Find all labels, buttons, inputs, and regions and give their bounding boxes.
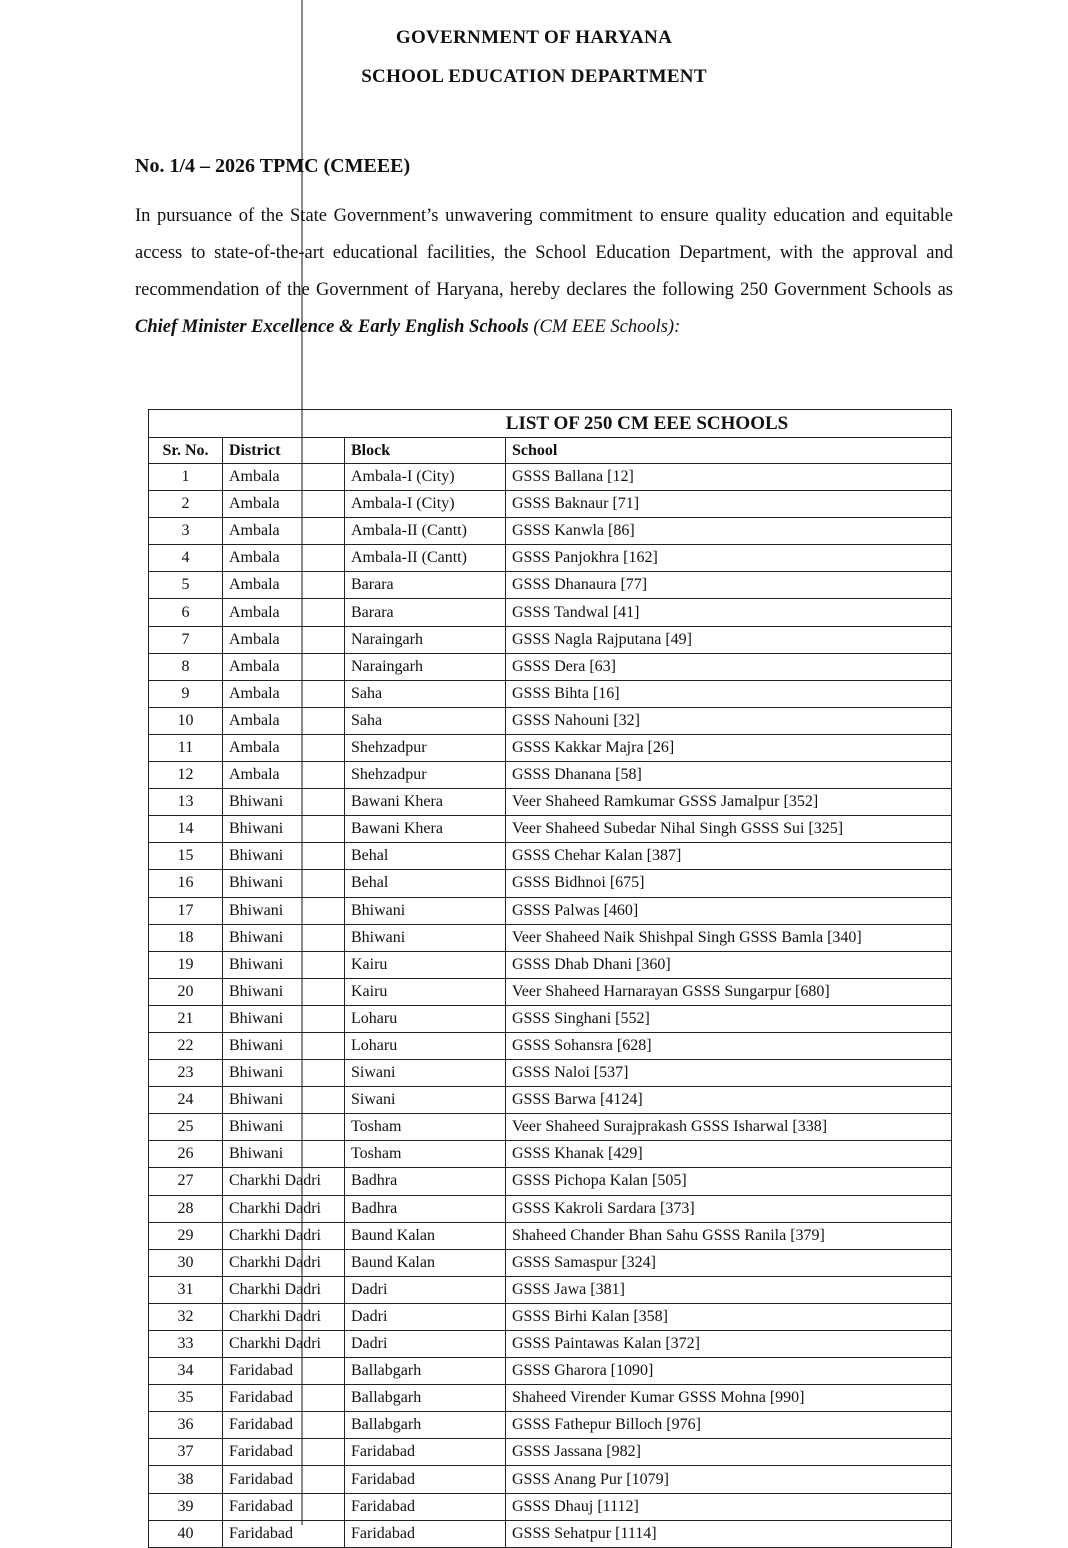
cell-block: Faridabad [345, 1466, 506, 1493]
cell-block: Tosham [345, 1141, 506, 1168]
cell-block: Kairu [345, 978, 506, 1005]
cell-school: GSSS Kakroli Sardara [373] [506, 1195, 952, 1222]
table-row [149, 870, 952, 897]
cell-school: GSSS Palwas [460] [506, 897, 952, 924]
cell-sr-no: 36 [149, 1412, 223, 1439]
cell-district: Charkhi Dadri [223, 1222, 345, 1249]
table-row [149, 1114, 952, 1141]
cell-district: Charkhi Dadri [223, 1303, 345, 1330]
cell-district: Ambala [223, 626, 345, 653]
cell-sr-no: 21 [149, 1005, 223, 1032]
cell-district: Ambala [223, 707, 345, 734]
cell-district: Bhiwani [223, 1060, 345, 1087]
table-row [149, 843, 952, 870]
cell-school: GSSS Khanak [429] [506, 1141, 952, 1168]
cell-sr-no: 6 [149, 599, 223, 626]
cell-block: Ballabgarh [345, 1358, 506, 1385]
intro-text-after: (CM EEE Schools): [528, 317, 681, 337]
cell-sr-no: 40 [149, 1520, 223, 1547]
cell-sr-no: 25 [149, 1114, 223, 1141]
cell-school: GSSS Nagla Rajputana [49] [506, 626, 952, 653]
cell-school: GSSS Birhi Kalan [358] [506, 1303, 952, 1330]
cell-school: GSSS Jassana [982] [506, 1439, 952, 1466]
cell-sr-no: 19 [149, 951, 223, 978]
table-row [149, 789, 952, 816]
cell-sr-no: 12 [149, 762, 223, 789]
cell-block: Siwani [345, 1087, 506, 1114]
cell-block: Dadri [345, 1331, 506, 1358]
cell-sr-no: 22 [149, 1032, 223, 1059]
cell-block: Bawani Khera [345, 816, 506, 843]
cell-block: Ambala-II (Cantt) [345, 545, 506, 572]
column-header-district: District [223, 438, 345, 464]
cell-block: Faridabad [345, 1520, 506, 1547]
table-row [149, 1331, 952, 1358]
table-row [149, 1060, 952, 1087]
cell-school: GSSS Dera [63] [506, 653, 952, 680]
cell-district: Bhiwani [223, 816, 345, 843]
cell-block: Naraingarh [345, 626, 506, 653]
cell-school: GSSS Anang Pur [1079] [506, 1466, 952, 1493]
table-row [149, 1222, 952, 1249]
cell-school: GSSS Bihta [16] [506, 680, 952, 707]
cell-school: GSSS Tandwal [41] [506, 599, 952, 626]
table-row [149, 1005, 952, 1032]
table-body [149, 464, 952, 1548]
cell-block: Naraingarh [345, 653, 506, 680]
cell-block: Bawani Khera [345, 789, 506, 816]
cell-sr-no: 1 [149, 464, 223, 491]
cell-sr-no: 18 [149, 924, 223, 951]
table-row [149, 924, 952, 951]
cell-block: Ambala-II (Cantt) [345, 518, 506, 545]
table-row [149, 572, 952, 599]
cell-school: GSSS Sohansra [628] [506, 1032, 952, 1059]
table-row [149, 1032, 952, 1059]
cell-block: Barara [345, 599, 506, 626]
cell-block: Ballabgarh [345, 1385, 506, 1412]
cell-school: Veer Shaheed Surajprakash GSSS Isharwal [338] [506, 1114, 952, 1141]
cell-block: Bhiwani [345, 897, 506, 924]
cell-school: GSSS Ballana [12] [506, 464, 952, 491]
table-row [149, 1168, 952, 1195]
cell-school: GSSS Nahouni [32] [506, 707, 952, 734]
cell-district: Charkhi Dadri [223, 1276, 345, 1303]
table-row [149, 1141, 952, 1168]
cell-sr-no: 4 [149, 545, 223, 572]
table-row [149, 978, 952, 1005]
table-row [149, 518, 952, 545]
cell-block: Badhra [345, 1168, 506, 1195]
cell-sr-no: 13 [149, 789, 223, 816]
cell-block: Behal [345, 870, 506, 897]
schools-table [148, 409, 952, 1548]
cell-school: GSSS Pichopa Kalan [505] [506, 1168, 952, 1195]
table-row [149, 1358, 952, 1385]
cell-district: Faridabad [223, 1493, 345, 1520]
cell-school: GSSS Kakkar Majra [26] [506, 734, 952, 761]
intro-paragraph [135, 198, 953, 346]
cell-district: Bhiwani [223, 978, 345, 1005]
cell-school: GSSS Kanwla [86] [506, 518, 952, 545]
table-row [149, 599, 952, 626]
cell-sr-no: 9 [149, 680, 223, 707]
cell-district: Faridabad [223, 1358, 345, 1385]
table-row [149, 762, 952, 789]
table-row [149, 1412, 952, 1439]
cell-school: Veer Shaheed Ramkumar GSSS Jamalpur [352] [506, 789, 952, 816]
cell-district: Charkhi Dadri [223, 1195, 345, 1222]
cell-district: Ambala [223, 491, 345, 518]
cell-school: GSSS Dhanaura [77] [506, 572, 952, 599]
cell-sr-no: 11 [149, 734, 223, 761]
cell-sr-no: 14 [149, 816, 223, 843]
cell-sr-no: 24 [149, 1087, 223, 1114]
cell-sr-no: 5 [149, 572, 223, 599]
cell-sr-no: 2 [149, 491, 223, 518]
cell-block: Loharu [345, 1005, 506, 1032]
table-row [149, 1303, 952, 1330]
cell-district: Bhiwani [223, 951, 345, 978]
cell-sr-no: 8 [149, 653, 223, 680]
cell-district: Bhiwani [223, 897, 345, 924]
cell-block: Faridabad [345, 1439, 506, 1466]
cell-district: Ambala [223, 762, 345, 789]
cell-block: Dadri [345, 1303, 506, 1330]
cell-school: GSSS Naloi [537] [506, 1060, 952, 1087]
table-row [149, 1087, 952, 1114]
cell-sr-no: 35 [149, 1385, 223, 1412]
cell-district: Bhiwani [223, 789, 345, 816]
table-row [149, 1276, 952, 1303]
reference-number: No. 1/4 – 2026 TPMC (CMEEE) [135, 155, 411, 177]
table-row [149, 707, 952, 734]
table-row [149, 1195, 952, 1222]
cell-sr-no: 32 [149, 1303, 223, 1330]
cell-block: Siwani [345, 1060, 506, 1087]
table-row [149, 734, 952, 761]
table-row [149, 626, 952, 653]
cell-block: Shehzadpur [345, 734, 506, 761]
cell-school: GSSS Sehatpur [1114] [506, 1520, 952, 1547]
cell-district: Charkhi Dadri [223, 1168, 345, 1195]
cell-district: Ambala [223, 680, 345, 707]
cell-sr-no: 10 [149, 707, 223, 734]
cell-sr-no: 16 [149, 870, 223, 897]
table-row [149, 816, 952, 843]
table-row [149, 545, 952, 572]
cell-school: Shaheed Virender Kumar GSSS Mohna [990] [506, 1385, 952, 1412]
column-header-sr-no: Sr. No. [149, 438, 223, 464]
table-title: LIST OF 250 CM EEE SCHOOLS [149, 410, 952, 438]
cell-district: Bhiwani [223, 1087, 345, 1114]
cell-block: Ambala-I (City) [345, 491, 506, 518]
cell-sr-no: 3 [149, 518, 223, 545]
intro-text-before: In pursuance of the State Government’s unwavering commitment to ensure quality education and equitable access to state-of-the-art educational facilities, the School Education Department, with the approval and recommendation of the Government of Haryana, hereby declares the following 250 Government Schools as [135, 206, 953, 300]
cell-district: Charkhi Dadri [223, 1249, 345, 1276]
cell-block: Behal [345, 843, 506, 870]
government-heading: GOVERNMENT OF HARYANA [395, 27, 673, 48]
cell-sr-no: 26 [149, 1141, 223, 1168]
cell-district: Ambala [223, 545, 345, 572]
table-row [149, 491, 952, 518]
cell-school: GSSS Dhab Dhani [360] [506, 951, 952, 978]
table-row [149, 1439, 952, 1466]
cell-block: Ambala-I (City) [345, 464, 506, 491]
cell-sr-no: 28 [149, 1195, 223, 1222]
cell-district: Bhiwani [223, 924, 345, 951]
cell-district: Faridabad [223, 1385, 345, 1412]
intro-emphasis: Chief Minister Excellence & Early English Schools [135, 317, 529, 337]
table-row [149, 1249, 952, 1276]
cell-block: Badhra [345, 1195, 506, 1222]
cell-sr-no: 38 [149, 1466, 223, 1493]
table-row [149, 1493, 952, 1520]
table-row [149, 897, 952, 924]
table-row [149, 951, 952, 978]
cell-sr-no: 30 [149, 1249, 223, 1276]
cell-district: Faridabad [223, 1439, 345, 1466]
cell-block: Loharu [345, 1032, 506, 1059]
cell-district: Ambala [223, 734, 345, 761]
cell-district: Ambala [223, 599, 345, 626]
cell-school: Veer Shaheed Subedar Nihal Singh GSSS Sui [325] [506, 816, 952, 843]
cell-block: Baund Kalan [345, 1249, 506, 1276]
table-row [149, 1466, 952, 1493]
cell-school: Veer Shaheed Naik Shishpal Singh GSSS Bamla [340] [506, 924, 952, 951]
table-row [149, 653, 952, 680]
table-row [149, 1520, 952, 1547]
table-row [149, 464, 952, 491]
cell-school: GSSS Samaspur [324] [506, 1249, 952, 1276]
cell-sr-no: 39 [149, 1493, 223, 1520]
cell-sr-no: 29 [149, 1222, 223, 1249]
cell-sr-no: 15 [149, 843, 223, 870]
cell-school: GSSS Gharora [1090] [506, 1358, 952, 1385]
cell-school: GSSS Dhanana [58] [506, 762, 952, 789]
cell-sr-no: 20 [149, 978, 223, 1005]
cell-school: Shaheed Chander Bhan Sahu GSSS Ranila [379] [506, 1222, 952, 1249]
cell-block: Shehzadpur [345, 762, 506, 789]
cell-block: Dadri [345, 1276, 506, 1303]
table-header-row [149, 438, 952, 464]
cell-district: Faridabad [223, 1412, 345, 1439]
cell-district: Faridabad [223, 1466, 345, 1493]
cell-district: Ambala [223, 518, 345, 545]
cell-school: GSSS Baknaur [71] [506, 491, 952, 518]
cell-district: Charkhi Dadri [223, 1331, 345, 1358]
cell-district: Bhiwani [223, 870, 345, 897]
cell-block: Ballabgarh [345, 1412, 506, 1439]
cell-sr-no: 23 [149, 1060, 223, 1087]
table-row [149, 1385, 952, 1412]
cell-school: GSSS Jawa [381] [506, 1276, 952, 1303]
column-header-block: Block [345, 438, 506, 464]
cell-block: Saha [345, 707, 506, 734]
cell-district: Ambala [223, 464, 345, 491]
cell-block: Bhiwani [345, 924, 506, 951]
cell-sr-no: 31 [149, 1276, 223, 1303]
cell-block: Kairu [345, 951, 506, 978]
cell-sr-no: 34 [149, 1358, 223, 1385]
cell-school: GSSS Dhauj [1112] [506, 1493, 952, 1520]
cell-block: Faridabad [345, 1493, 506, 1520]
cell-school: GSSS Fathepur Billoch [976] [506, 1412, 952, 1439]
cell-district: Bhiwani [223, 843, 345, 870]
cell-school: GSSS Barwa [4124] [506, 1087, 952, 1114]
cell-block: Baund Kalan [345, 1222, 506, 1249]
cell-district: Faridabad [223, 1520, 345, 1547]
cell-district: Bhiwani [223, 1032, 345, 1059]
cell-block: Barara [345, 572, 506, 599]
table-row [149, 680, 952, 707]
cell-district: Ambala [223, 572, 345, 599]
cell-school: GSSS Bidhnoi [675] [506, 870, 952, 897]
cell-block: Saha [345, 680, 506, 707]
department-heading: SCHOOL EDUCATION DEPARTMENT [361, 66, 707, 87]
cell-school: GSSS Paintawas Kalan [372] [506, 1331, 952, 1358]
cell-school: GSSS Panjokhra [162] [506, 545, 952, 572]
cell-sr-no: 37 [149, 1439, 223, 1466]
cell-block: Tosham [345, 1114, 506, 1141]
cell-sr-no: 33 [149, 1331, 223, 1358]
cell-sr-no: 17 [149, 897, 223, 924]
cell-sr-no: 27 [149, 1168, 223, 1195]
cell-district: Ambala [223, 653, 345, 680]
cell-district: Bhiwani [223, 1005, 345, 1032]
cell-school: GSSS Chehar Kalan [387] [506, 843, 952, 870]
column-header-school: School [506, 438, 952, 464]
cell-school: Veer Shaheed Harnarayan GSSS Sungarpur [680] [506, 978, 952, 1005]
cell-district: Bhiwani [223, 1141, 345, 1168]
cell-sr-no: 7 [149, 626, 223, 653]
cell-school: GSSS Singhani [552] [506, 1005, 952, 1032]
cell-district: Bhiwani [223, 1114, 345, 1141]
